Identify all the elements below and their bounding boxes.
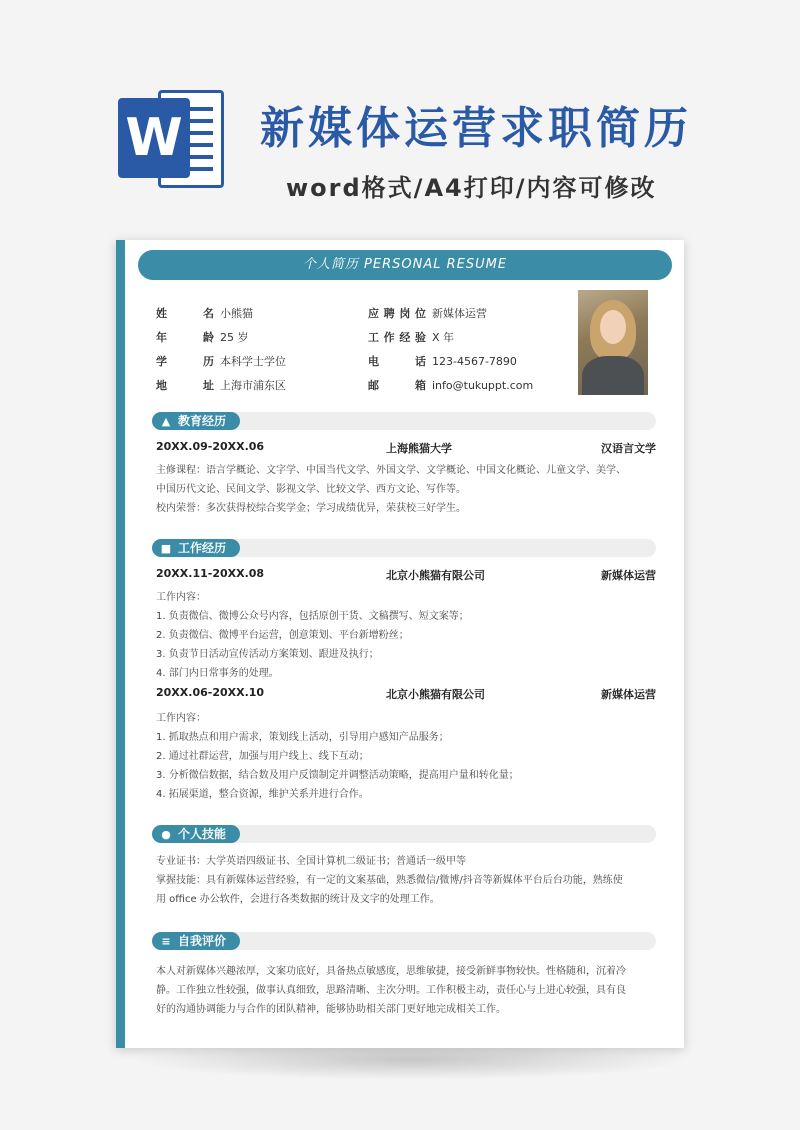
job-heading: 工作内容：	[156, 592, 206, 603]
word-icon	[118, 84, 228, 192]
self-eval-line: 好的沟通协调能力与合作的团队精神，能够协助相关部门更好地完成相关工作。	[156, 1004, 506, 1015]
job-item: 3. 分析微信数据，结合数及用户反馈制定并调整活动策略，提高用户量和转化量；	[156, 770, 519, 781]
accent-side-bar	[116, 240, 125, 1048]
job-row	[156, 686, 656, 702]
self-eval-line: 本人对新媒体兴趣浓厚，文案功底好，具备热点敏感度，思维敏捷，接受新鲜事物较快。性格随和，沉着冷	[156, 966, 626, 977]
job-row	[156, 567, 656, 583]
info-email: 邮箱 info@tukuppt.com	[368, 379, 534, 392]
graduation-cap-icon: ▲	[161, 415, 171, 428]
info-phone: 电话 123-4567-7890	[368, 355, 517, 368]
job-item: 1. 负责微信、微博公众号内容，包括原创干货、文稿撰写、短文案等；	[156, 611, 469, 622]
info-education: 学历 本科学士学位	[156, 355, 286, 368]
job-item: 2. 通过社群运营，加强与用户线上、线下互动；	[156, 751, 369, 762]
job-item: 4. 拓展渠道，整合资源，维护关系并进行合作。	[156, 789, 369, 800]
skills-line: 专业证书：大学英语四级证书、全国计算机二级证书；普通话一级甲等	[156, 856, 466, 867]
skills-line: 用 office 办公软件，会进行各类数据的统计及文字的处理工作。	[156, 894, 440, 905]
word-letter: W	[118, 98, 190, 178]
info-name: 姓名 小熊猫	[156, 307, 253, 320]
education-line: 主修课程：语言学概论、文字学、中国当代文学、外国文学、文学概论、中国文化概论、儿童文学、美学、	[156, 465, 626, 476]
info-experience: 工作经验 X 年	[368, 331, 455, 344]
job-item: 2. 负责微信、微博平台运营，创意策划、平台新增粉丝；	[156, 630, 409, 641]
info-address: 地址 上海市浦东区	[156, 379, 286, 392]
education-major: 汉语言文学	[601, 442, 656, 455]
job-period: 20XX.11-20XX.08	[156, 567, 265, 580]
job-item: 3. 负责节日活动宣传活动方案策划、跟进及执行；	[156, 649, 379, 660]
self-eval-line: 静。工作独立性较强，做事认真细致，思路清晰、主次分明。工作积极主动，责任心与上进心较强，具有良	[156, 985, 626, 996]
job-item: 1. 抓取热点和用户需求，策划线上活动，引导用户感知产品服务；	[156, 732, 449, 743]
education-line: 中国历代文论、民间文学、影视文学、比较文学、西方文论、写作等。	[156, 484, 466, 495]
education-section-title: ▲ 教育经历	[152, 412, 240, 430]
job-position: 新媒体运营	[601, 569, 656, 582]
job-company: 北京小熊猫有限公司	[386, 688, 485, 701]
briefcase-icon: ■	[160, 542, 172, 555]
resume-page	[116, 240, 684, 1048]
banner-title: 新媒体运营求职简历	[260, 103, 692, 154]
banner-subtitle: word格式/A4打印/内容可修改	[286, 174, 657, 202]
skills-section-title: ● 个人技能	[152, 825, 240, 843]
list-icon: ≡	[161, 935, 171, 948]
resume-header: 个人简历 PERSONAL RESUME	[138, 250, 672, 280]
profile-photo	[578, 290, 648, 395]
education-period: 20XX.09-20XX.06	[156, 440, 265, 453]
banner	[0, 0, 800, 230]
job-item: 4. 部门内日常事务的处理。	[156, 668, 279, 679]
education-row	[156, 440, 656, 456]
award-icon: ●	[161, 828, 171, 841]
education-line: 校内荣誉：多次获得校综合奖学金；学习成绩优异，荣获校三好学生。	[156, 503, 466, 514]
work-section-title: ■ 工作经历	[152, 539, 240, 557]
job-company: 北京小熊猫有限公司	[386, 569, 485, 582]
job-period: 20XX.06-20XX.10	[156, 686, 265, 699]
education-school: 上海熊猫大学	[386, 442, 452, 455]
skills-line: 掌握技能：具有新媒体运营经验，有一定的文案基础，熟悉微信/微博/抖音等新媒体平台后台功能，熟练使	[156, 875, 623, 886]
info-age: 年龄 25 岁	[156, 331, 249, 344]
self-eval-section-title: ≡ 自我评价	[152, 932, 240, 950]
job-position: 新媒体运营	[601, 688, 656, 701]
info-position: 应聘岗位 新媒体运营	[368, 307, 487, 320]
job-heading: 工作内容：	[156, 713, 206, 724]
